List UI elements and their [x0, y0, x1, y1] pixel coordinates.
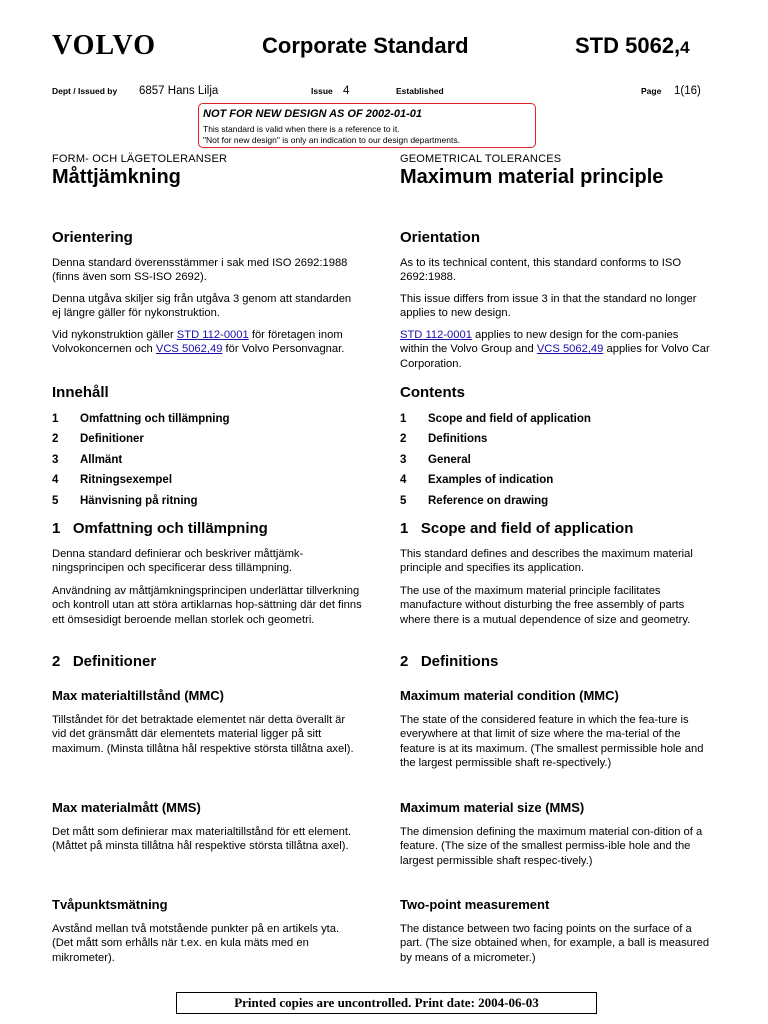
dept-value: 6857 Hans Lilja: [139, 85, 219, 97]
vcs-5062-49-link[interactable]: VCS 5062,49: [155, 343, 223, 356]
left-toc-item: 2 Definitioner: [52, 433, 144, 445]
right-mms-text: The dimension defining the maximum material con-dition of a feature. (The size of the smallest permiss-ible hole and the largest permissible shaft respec-tively.): [400, 826, 703, 867]
page-value: 1(16): [674, 85, 701, 97]
left-tpm-heading: Tvåpunktsmätning: [52, 897, 168, 912]
volvo-logo: VOLVO: [52, 30, 156, 61]
left-orientation-p2: Denna utgåva skiljer sig från utgåva 3 genom att standarden ej längre gäller för nykonstruktion.: [52, 293, 352, 320]
vcs-5062-49-link[interactable]: VCS 5062,49: [536, 343, 604, 356]
left-section-1-p1: Denna standard definierar och beskriver måttjämk-ningsprincipen och specificerar dess tillämpning.: [52, 548, 304, 575]
right-toc-item: 5 Reference on drawing: [400, 495, 549, 507]
left-title: Måttjämkning: [52, 166, 181, 188]
std-number-text: STD 5062,: [575, 33, 681, 58]
right-section-1-p2: The use of the maximum material principle facilitates manufacture without disturbing the free assembly of parts where there is a mutual dependence of size and geometry.: [400, 585, 691, 626]
established-label: Established: [396, 86, 444, 96]
right-toc-item: 3 General: [400, 454, 471, 466]
left-mms-text: Det mått som definierar max materialtillstånd för ett element. (Måttet på minsta tillåtna hål respektive största tillåtna axel).: [52, 826, 352, 853]
issue-value: 4: [343, 85, 350, 97]
left-contents-heading: Innehåll: [52, 384, 109, 401]
left-section-1-heading: 1 Omfattning och tillämpning: [52, 520, 268, 537]
left-toc-item: 1 Omfattning och tillämpning: [52, 413, 230, 425]
left-toc-item: 4 Ritningsexempel: [52, 474, 173, 486]
right-section-1-heading: 1 Scope and field of application: [400, 520, 634, 537]
left-orientation-p3: Vid nykonstruktion gäller STD 112-0001 för företagen inom Volvokoncernen och VCS 5062,49 för Volvo Personvagnar.: [52, 329, 345, 356]
page-label: Page: [641, 86, 662, 96]
right-title: Maximum material principle: [400, 166, 664, 188]
right-section-2-heading: 2 Definitions: [400, 653, 499, 670]
issue-label: Issue: [311, 86, 333, 96]
right-orientation-p3: STD 112-0001 applies to new design for the com-panies within the Volvo Group and VCS 5062,49 applies for Volvo Car Corporation.: [400, 329, 710, 370]
right-orientation-p1: As to its technical content, this standard conforms to ISO 2692:1988.: [400, 257, 682, 284]
right-orientation-p2: This issue differs from issue 3 in that the standard no longer applies to new design.: [400, 293, 697, 320]
notice-title: NOT FOR NEW DESIGN AS OF 2002-01-01: [203, 108, 423, 120]
std-issue: 4: [680, 38, 690, 57]
doc-type: Corporate Standard: [262, 33, 469, 58]
right-mmc-heading: Maximum material condition (MMC): [400, 688, 619, 703]
left-subtitle: FORM- OCH LÄGETOLERANSER: [52, 153, 228, 165]
right-toc-item: 2 Definitions: [400, 433, 488, 445]
right-mms-heading: Maximum material size (MMS): [400, 800, 585, 815]
left-mms-heading: Max materialmått (MMS): [52, 800, 201, 815]
right-contents-heading: Contents: [400, 384, 465, 401]
not-for-new-design-notice: [198, 103, 536, 148]
right-tpm-heading: Two-point measurement: [400, 897, 550, 912]
left-section-1-p2: Användning av måttjämkningsprincipen underlättar tillverkning och kontroll utan att störa artiklarnas hop-sättning där det finns ett ömsesidigt beroende mellan storlek och geometri.: [52, 585, 362, 626]
right-mmc-text: The state of the considered feature in which the fea-ture is everywhere at that limit of size where the ma-terial of the feature is at its maximum. (The smallest permissible hole and the largest permissible shaft re-spectively.): [400, 714, 704, 769]
right-section-1-p1: This standard defines and describes the maximum material principle and specifies its application.: [400, 548, 693, 575]
std-112-0001-link[interactable]: STD 112-0001: [400, 329, 472, 341]
left-orientation-heading: Orientering: [52, 229, 133, 246]
notice-line-1: This standard is valid when there is a reference to it.: [203, 124, 400, 134]
left-mmc-text: Tillståndet för det betraktade elementet när detta överallt är vid det gränsmått där elementets material ligger på sitt maximum. (Minsta tillåtna hål respektive största tillåtna axel).: [52, 714, 354, 755]
right-toc-item: 1 Scope and field of application: [400, 413, 591, 425]
notice-line-2: "Not for new design" is only an indication to our design departments.: [203, 135, 460, 145]
print-date-footer: Printed copies are uncontrolled. Print date: 2004-06-03: [176, 992, 597, 1014]
right-tpm-text: The distance between two facing points on the surface of a part. (The size obtained when, for example, a ball is measured by means of a micrometer.): [400, 923, 710, 964]
left-toc-item: 5 Hänvisning på ritning: [52, 495, 198, 507]
left-mmc-heading: Max materialtillstånd (MMC): [52, 688, 224, 703]
std-number: [575, 33, 690, 59]
std-112-0001-link[interactable]: STD 112-0001: [176, 329, 249, 341]
left-tpm-text: Avstånd mellan två motstående punkter på en artikels yta. (Det mått som erhålls när t.ex. en kula mäts med en mikrometer).: [52, 923, 340, 964]
left-section-2-heading: 2 Definitioner: [52, 653, 157, 670]
left-toc-item: 3 Allmänt: [52, 454, 123, 466]
dept-label: Dept / Issued by: [52, 86, 118, 96]
left-orientation-p1: Denna standard överensstämmer i sak med ISO 2692:1988 (finns även som SS-ISO 2692).: [52, 257, 348, 284]
right-subtitle: GEOMETRICAL TOLERANCES: [400, 153, 562, 165]
right-orientation-heading: Orientation: [400, 229, 481, 246]
right-toc-item: 4 Examples of indication: [400, 474, 554, 486]
